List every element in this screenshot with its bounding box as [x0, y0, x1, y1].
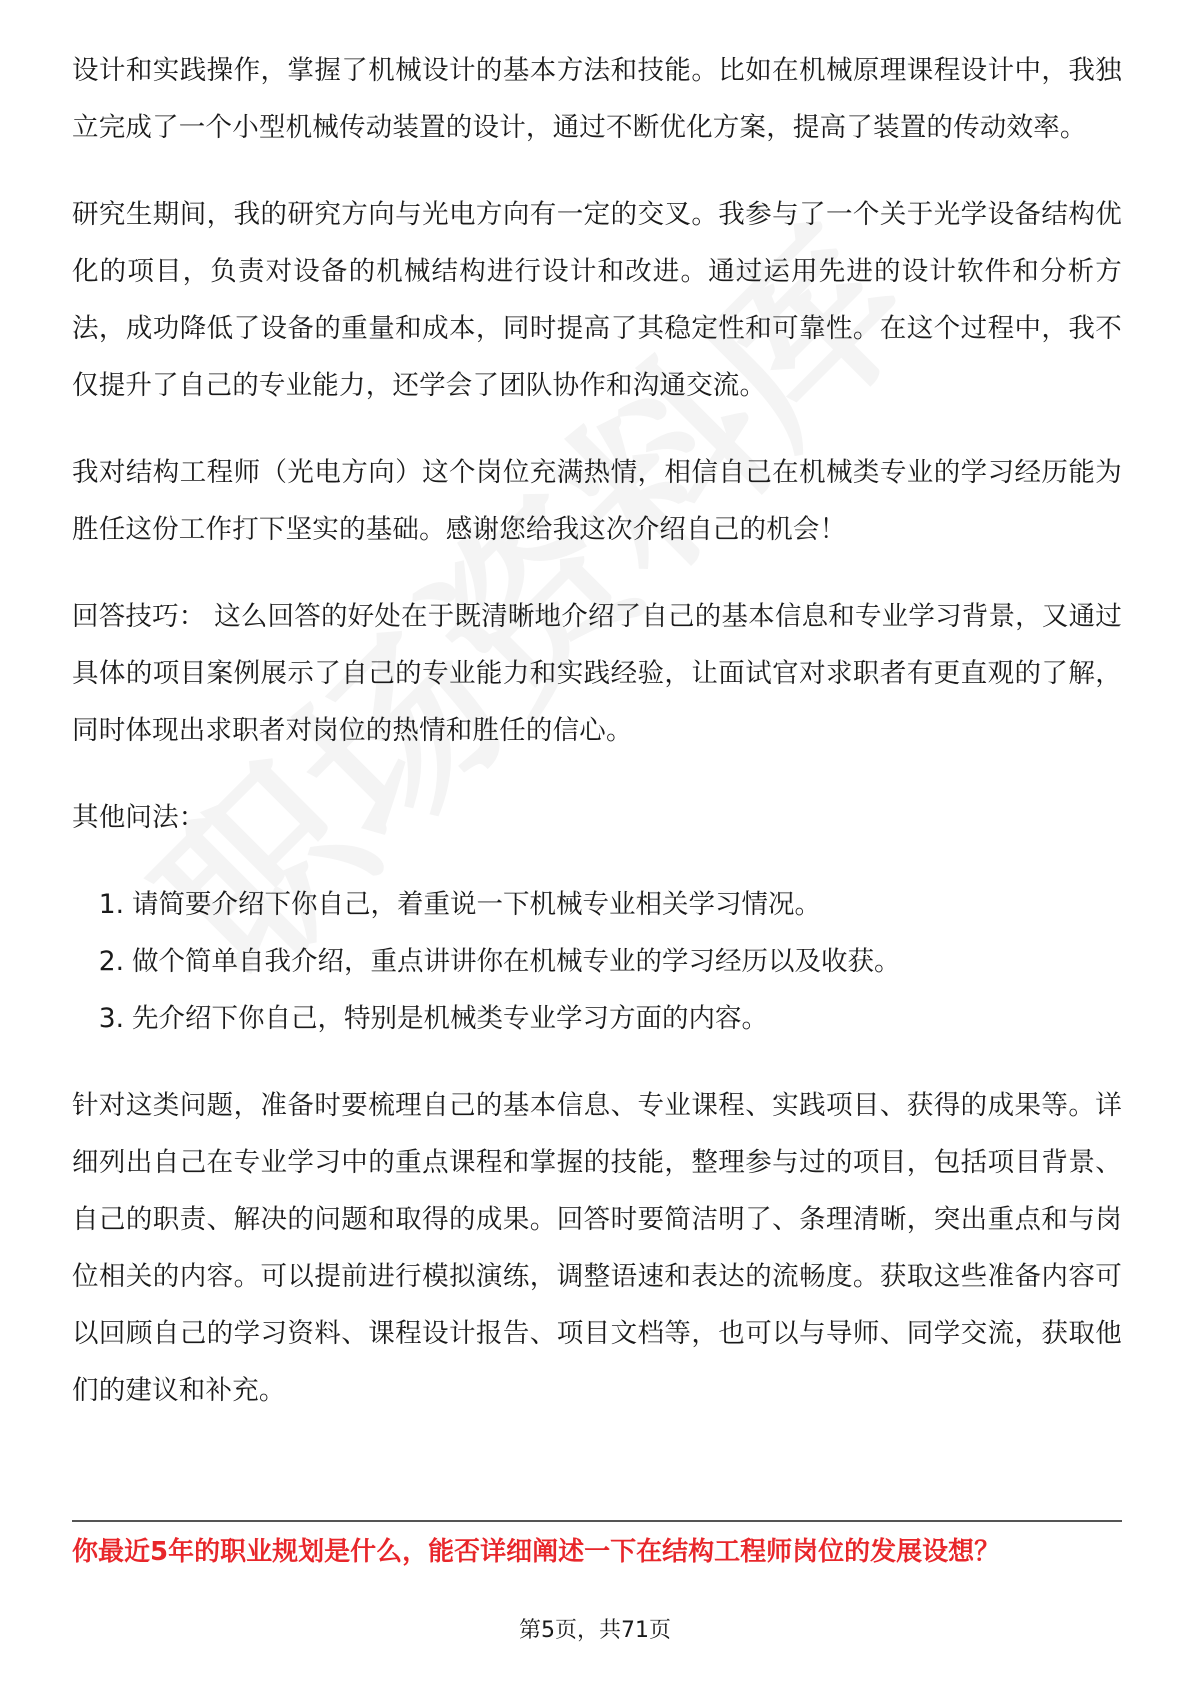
- paragraph-answer-tips: 回答技巧： 这么回答的好处在于既清晰地介绍了自己的基本信息和专业学习背景，又通过具体的项目案例展示了自己的专业能力和实践经验，让面试官对求职者有更直观的了解，同时体现出求职者对岗位的热情和胜任的信心。: [72, 601, 1122, 746]
- document-body: [72, 42, 1122, 1419]
- paragraph-other-questions-heading: 其他问法：: [72, 802, 206, 833]
- paragraph-graduate-research: 研究生期间，我的研究方向与光电方向有一定的交叉。我参与了一个关于光学设备结构优化的项目，负责对设备的机械结构进行设计和改进。通过运用先进的设计软件和分析方法，成功降低了设备的重量和成本，同时提高了其稳定性和可靠性。在这个过程中，我不仅提升了自己的专业能力，还学会了团队协作和沟通交流。: [72, 199, 1122, 401]
- list-item-number: 2.: [98, 946, 124, 977]
- list-item-text: 做个简单自我介绍，重点讲讲你在机械专业的学习经历以及收获。: [132, 946, 901, 977]
- paragraph-preparation-advice: 针对这类问题，准备时要梳理自己的基本信息、专业课程、实践项目、获得的成果等。详细列出自己在专业学习中的重点课程和掌握的技能，整理参与过的项目，包括项目背景、自己的职责、解决的问题和取得的成果。回答时要简洁明了、条理清晰，突出重点和与岗位相关的内容。可以提前进行模拟演练，调整语速和表达的流畅度。获取这些准备内容可以回顾自己的学习资料、课程设计报告、项目文档等，也可以与导师、同学交流，获取他们的建议和补充。: [72, 1090, 1122, 1406]
- next-question-heading: 你最近5年的职业规划是什么，能否详细阐述一下在结构工程师岗位的发展设想？: [72, 1537, 1001, 1567]
- page-number: 第5页，共71页: [519, 1618, 671, 1643]
- paragraph-course-design: 设计和实践操作，掌握了机械设计的基本方法和技能。比如在机械原理课程设计中，我独立完成了一个小型机械传动装置的设计，通过不断优化方案，提高了装置的传动效率。: [72, 55, 1122, 143]
- list-item: [72, 990, 1122, 1047]
- other-questions-list: [72, 876, 1122, 1047]
- list-item-text: 请简要介绍下你自己，着重说一下机械专业相关学习情况。: [132, 889, 821, 920]
- section-divider: [72, 1520, 1122, 1522]
- list-item-number: 3.: [98, 1003, 124, 1034]
- list-item: [72, 933, 1122, 990]
- paragraph-conclusion: 我对结构工程师（光电方向）这个岗位充满热情，相信自己在机械类专业的学习经历能为胜任这份工作打下坚实的基础。感谢您给我这次介绍自己的机会！: [72, 457, 1122, 545]
- list-item-number: 1.: [98, 889, 124, 920]
- list-item: [72, 876, 1122, 933]
- list-item-text: 先介绍下你自己，特别是机械类专业学习方面的内容。: [132, 1003, 768, 1034]
